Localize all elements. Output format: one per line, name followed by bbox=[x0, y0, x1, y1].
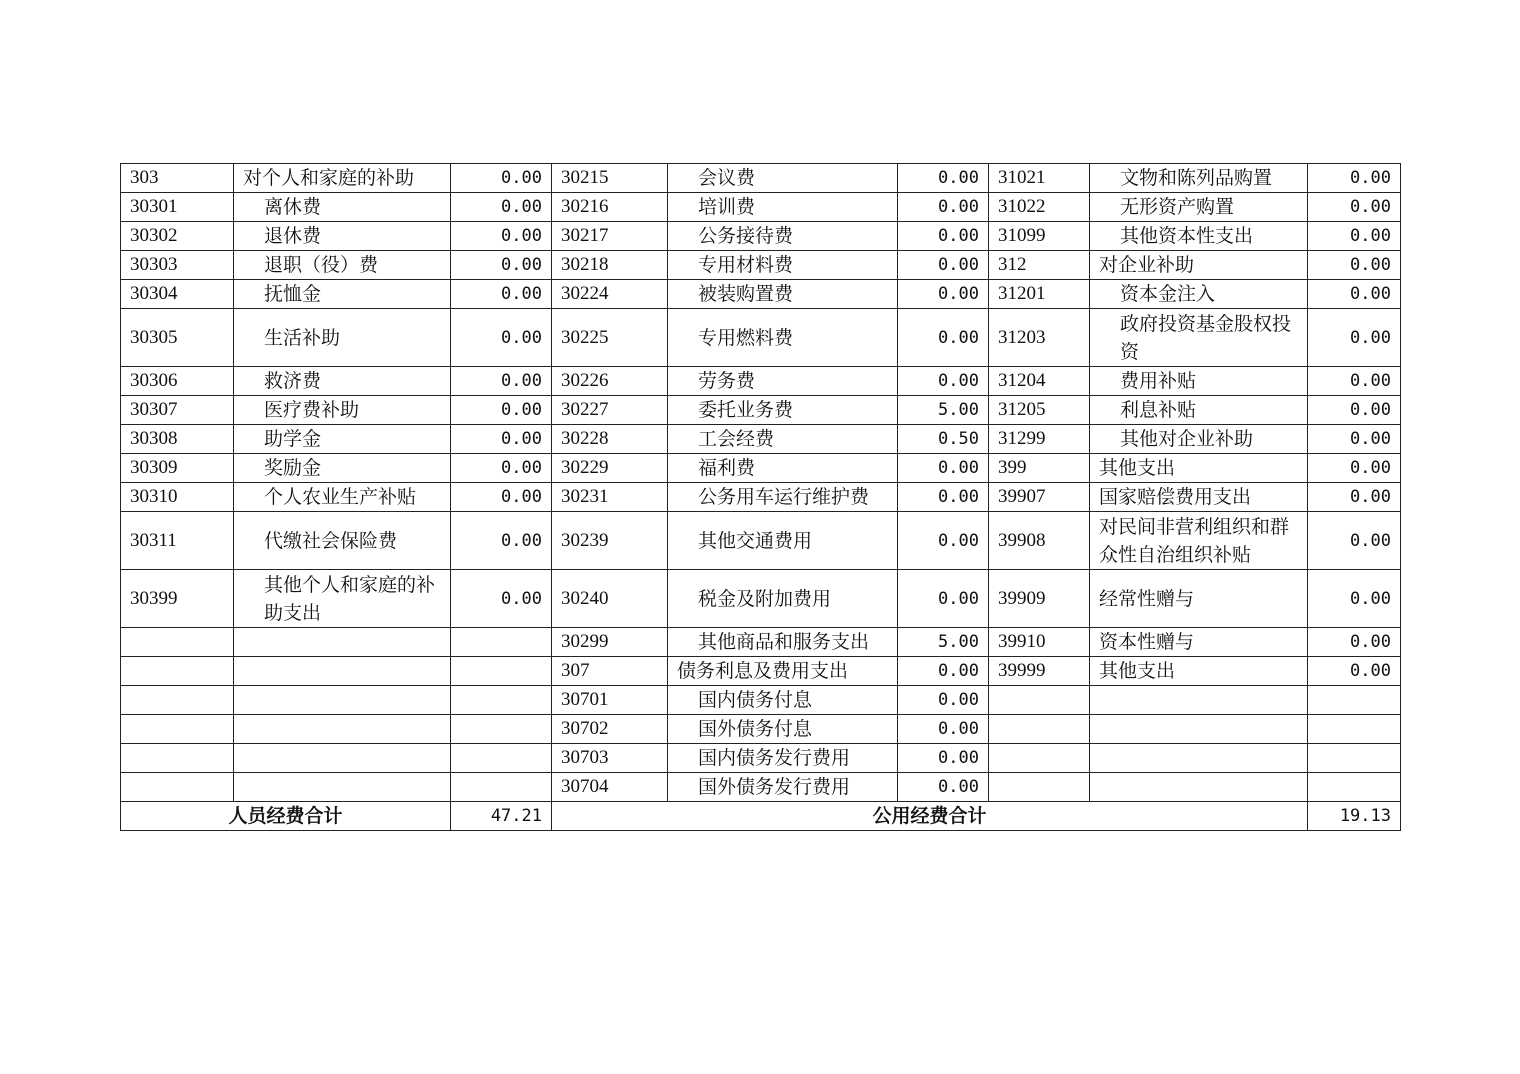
table-row bbox=[121, 657, 1401, 686]
value-cell bbox=[1308, 744, 1401, 773]
code-cell bbox=[989, 744, 1090, 773]
code-cell bbox=[121, 657, 234, 686]
table-body bbox=[121, 164, 1401, 802]
public-total-value: 19.13 bbox=[1308, 802, 1401, 831]
name-cell: 救济费 bbox=[234, 367, 451, 396]
name-cell: 被装购置费 bbox=[668, 280, 898, 309]
code-cell: 30226 bbox=[552, 367, 668, 396]
table-row bbox=[121, 222, 1401, 251]
name-cell: 工会经费 bbox=[668, 425, 898, 454]
code-cell: 30228 bbox=[552, 425, 668, 454]
name-cell: 劳务费 bbox=[668, 367, 898, 396]
value-cell: 5.00 bbox=[898, 396, 989, 425]
table-row bbox=[121, 396, 1401, 425]
code-cell: 30702 bbox=[552, 715, 668, 744]
name-cell: 其他交通费用 bbox=[668, 512, 898, 570]
value-cell bbox=[451, 773, 552, 802]
value-cell: 0.00 bbox=[1308, 483, 1401, 512]
code-cell: 30303 bbox=[121, 251, 234, 280]
name-cell: 公务接待费 bbox=[668, 222, 898, 251]
name-cell: 抚恤金 bbox=[234, 280, 451, 309]
table-row bbox=[121, 744, 1401, 773]
code-cell bbox=[121, 686, 234, 715]
value-cell: 0.00 bbox=[451, 396, 552, 425]
name-cell: 公务用车运行维护费 bbox=[668, 483, 898, 512]
name-cell bbox=[234, 715, 451, 744]
value-cell bbox=[1308, 686, 1401, 715]
value-cell: 0.00 bbox=[451, 425, 552, 454]
table-row bbox=[121, 367, 1401, 396]
code-cell: 303 bbox=[121, 164, 234, 193]
name-cell: 专用材料费 bbox=[668, 251, 898, 280]
value-cell bbox=[451, 715, 552, 744]
code-cell: 30227 bbox=[552, 396, 668, 425]
value-cell: 0.00 bbox=[898, 657, 989, 686]
code-cell: 30231 bbox=[552, 483, 668, 512]
name-cell: 委托业务费 bbox=[668, 396, 898, 425]
code-cell bbox=[121, 628, 234, 657]
code-cell: 30239 bbox=[552, 512, 668, 570]
code-cell: 30302 bbox=[121, 222, 234, 251]
code-cell: 30305 bbox=[121, 309, 234, 367]
code-cell: 31205 bbox=[989, 396, 1090, 425]
code-cell: 30229 bbox=[552, 454, 668, 483]
value-cell: 0.00 bbox=[451, 454, 552, 483]
table-row bbox=[121, 425, 1401, 454]
code-cell: 39908 bbox=[989, 512, 1090, 570]
value-cell bbox=[451, 628, 552, 657]
value-cell: 0.00 bbox=[1308, 396, 1401, 425]
name-cell bbox=[234, 657, 451, 686]
name-cell: 政府投资基金股权投资 bbox=[1090, 309, 1308, 367]
code-cell bbox=[989, 773, 1090, 802]
name-cell: 对企业补助 bbox=[1090, 251, 1308, 280]
value-cell: 0.00 bbox=[898, 251, 989, 280]
name-cell bbox=[234, 628, 451, 657]
value-cell bbox=[1308, 715, 1401, 744]
table-row bbox=[121, 251, 1401, 280]
value-cell: 0.00 bbox=[451, 222, 552, 251]
code-cell: 30301 bbox=[121, 193, 234, 222]
name-cell: 奖励金 bbox=[234, 454, 451, 483]
code-cell: 30224 bbox=[552, 280, 668, 309]
name-cell: 文物和陈列品购置 bbox=[1090, 164, 1308, 193]
value-cell: 0.00 bbox=[1308, 251, 1401, 280]
table-row bbox=[121, 309, 1401, 367]
code-cell: 30299 bbox=[552, 628, 668, 657]
code-cell: 30308 bbox=[121, 425, 234, 454]
name-cell: 助学金 bbox=[234, 425, 451, 454]
name-cell: 代缴社会保险费 bbox=[234, 512, 451, 570]
name-cell: 对个人和家庭的补助 bbox=[234, 164, 451, 193]
name-cell bbox=[1090, 715, 1308, 744]
code-cell: 30218 bbox=[552, 251, 668, 280]
value-cell: 0.00 bbox=[451, 367, 552, 396]
value-cell: 0.00 bbox=[898, 309, 989, 367]
code-cell: 30304 bbox=[121, 280, 234, 309]
value-cell: 0.00 bbox=[898, 744, 989, 773]
value-cell: 0.00 bbox=[898, 715, 989, 744]
name-cell: 利息补贴 bbox=[1090, 396, 1308, 425]
value-cell bbox=[451, 657, 552, 686]
value-cell: 0.00 bbox=[1308, 570, 1401, 628]
name-cell: 退职（役）费 bbox=[234, 251, 451, 280]
name-cell: 税金及附加费用 bbox=[668, 570, 898, 628]
name-cell: 生活补助 bbox=[234, 309, 451, 367]
code-cell: 30307 bbox=[121, 396, 234, 425]
name-cell: 专用燃料费 bbox=[668, 309, 898, 367]
name-cell: 其他对企业补助 bbox=[1090, 425, 1308, 454]
code-cell: 307 bbox=[552, 657, 668, 686]
name-cell bbox=[1090, 773, 1308, 802]
table-row bbox=[121, 164, 1401, 193]
code-cell: 39909 bbox=[989, 570, 1090, 628]
value-cell: 0.00 bbox=[1308, 309, 1401, 367]
name-cell: 医疗费补助 bbox=[234, 396, 451, 425]
code-cell: 30704 bbox=[552, 773, 668, 802]
name-cell: 国外债务付息 bbox=[668, 715, 898, 744]
value-cell bbox=[1308, 773, 1401, 802]
value-cell: 0.00 bbox=[898, 454, 989, 483]
name-cell: 其他个人和家庭的补助支出 bbox=[234, 570, 451, 628]
value-cell: 0.00 bbox=[451, 309, 552, 367]
name-cell bbox=[234, 686, 451, 715]
name-cell: 其他支出 bbox=[1090, 657, 1308, 686]
code-cell: 30306 bbox=[121, 367, 234, 396]
code-cell bbox=[121, 744, 234, 773]
name-cell: 资本性赠与 bbox=[1090, 628, 1308, 657]
code-cell: 30217 bbox=[552, 222, 668, 251]
value-cell: 0.00 bbox=[1308, 512, 1401, 570]
code-cell: 31299 bbox=[989, 425, 1090, 454]
table-row bbox=[121, 193, 1401, 222]
code-cell: 30225 bbox=[552, 309, 668, 367]
code-cell: 31204 bbox=[989, 367, 1090, 396]
value-cell bbox=[451, 686, 552, 715]
code-cell: 31203 bbox=[989, 309, 1090, 367]
code-cell: 39907 bbox=[989, 483, 1090, 512]
value-cell: 0.00 bbox=[898, 280, 989, 309]
name-cell: 会议费 bbox=[668, 164, 898, 193]
value-cell bbox=[451, 744, 552, 773]
value-cell: 0.00 bbox=[898, 222, 989, 251]
table-row bbox=[121, 628, 1401, 657]
name-cell: 退休费 bbox=[234, 222, 451, 251]
value-cell: 0.00 bbox=[451, 164, 552, 193]
code-cell: 30216 bbox=[552, 193, 668, 222]
code-cell bbox=[121, 773, 234, 802]
code-cell: 30310 bbox=[121, 483, 234, 512]
code-cell: 30311 bbox=[121, 512, 234, 570]
code-cell: 30701 bbox=[552, 686, 668, 715]
name-cell bbox=[234, 744, 451, 773]
table-row bbox=[121, 570, 1401, 628]
code-cell: 399 bbox=[989, 454, 1090, 483]
value-cell: 0.00 bbox=[451, 570, 552, 628]
table-row bbox=[121, 454, 1401, 483]
table-row bbox=[121, 512, 1401, 570]
code-cell: 39910 bbox=[989, 628, 1090, 657]
value-cell: 0.00 bbox=[1308, 367, 1401, 396]
table-row bbox=[121, 280, 1401, 309]
value-cell: 0.00 bbox=[451, 483, 552, 512]
code-cell: 31021 bbox=[989, 164, 1090, 193]
value-cell: 0.00 bbox=[898, 512, 989, 570]
value-cell: 0.00 bbox=[898, 193, 989, 222]
name-cell: 其他商品和服务支出 bbox=[668, 628, 898, 657]
name-cell: 福利费 bbox=[668, 454, 898, 483]
code-cell: 31201 bbox=[989, 280, 1090, 309]
code-cell bbox=[989, 686, 1090, 715]
name-cell: 对民间非营利组织和群众性自治组织补贴 bbox=[1090, 512, 1308, 570]
name-cell: 国外债务发行费用 bbox=[668, 773, 898, 802]
name-cell: 资本金注入 bbox=[1090, 280, 1308, 309]
value-cell: 0.00 bbox=[898, 483, 989, 512]
name-cell: 其他资本性支出 bbox=[1090, 222, 1308, 251]
value-cell: 0.00 bbox=[898, 773, 989, 802]
table-row bbox=[121, 715, 1401, 744]
personnel-total-label: 人员经费合计 bbox=[121, 802, 451, 831]
value-cell: 0.00 bbox=[1308, 164, 1401, 193]
name-cell: 培训费 bbox=[668, 193, 898, 222]
value-cell: 0.00 bbox=[898, 367, 989, 396]
value-cell: 0.00 bbox=[1308, 280, 1401, 309]
value-cell: 0.00 bbox=[1308, 425, 1401, 454]
expenditure-table bbox=[120, 163, 1401, 831]
name-cell: 国内债务发行费用 bbox=[668, 744, 898, 773]
name-cell: 个人农业生产补贴 bbox=[234, 483, 451, 512]
code-cell: 31099 bbox=[989, 222, 1090, 251]
code-cell: 39999 bbox=[989, 657, 1090, 686]
value-cell: 0.00 bbox=[1308, 222, 1401, 251]
code-cell: 30309 bbox=[121, 454, 234, 483]
name-cell: 费用补贴 bbox=[1090, 367, 1308, 396]
name-cell bbox=[234, 773, 451, 802]
value-cell: 0.00 bbox=[451, 512, 552, 570]
code-cell: 30240 bbox=[552, 570, 668, 628]
table-row bbox=[121, 686, 1401, 715]
value-cell: 0.00 bbox=[451, 251, 552, 280]
table-row bbox=[121, 773, 1401, 802]
code-cell: 30703 bbox=[552, 744, 668, 773]
name-cell: 经常性赠与 bbox=[1090, 570, 1308, 628]
value-cell: 0.50 bbox=[898, 425, 989, 454]
value-cell: 0.00 bbox=[1308, 193, 1401, 222]
public-total-label: 公用经费合计 bbox=[552, 802, 1308, 831]
code-cell bbox=[989, 715, 1090, 744]
personnel-total-value: 47.21 bbox=[451, 802, 552, 831]
name-cell: 离休费 bbox=[234, 193, 451, 222]
name-cell: 无形资产购置 bbox=[1090, 193, 1308, 222]
value-cell: 0.00 bbox=[451, 193, 552, 222]
value-cell: 0.00 bbox=[451, 280, 552, 309]
value-cell: 0.00 bbox=[1308, 628, 1401, 657]
table-row bbox=[121, 483, 1401, 512]
code-cell: 31022 bbox=[989, 193, 1090, 222]
name-cell bbox=[1090, 744, 1308, 773]
code-cell: 30215 bbox=[552, 164, 668, 193]
value-cell: 0.00 bbox=[898, 570, 989, 628]
name-cell: 其他支出 bbox=[1090, 454, 1308, 483]
code-cell: 30399 bbox=[121, 570, 234, 628]
name-cell: 国内债务付息 bbox=[668, 686, 898, 715]
value-cell: 0.00 bbox=[1308, 454, 1401, 483]
code-cell bbox=[121, 715, 234, 744]
name-cell bbox=[1090, 686, 1308, 715]
value-cell: 0.00 bbox=[898, 164, 989, 193]
value-cell: 0.00 bbox=[898, 686, 989, 715]
totals-row bbox=[121, 802, 1401, 831]
name-cell: 债务利息及费用支出 bbox=[668, 657, 898, 686]
code-cell: 312 bbox=[989, 251, 1090, 280]
value-cell: 0.00 bbox=[1308, 657, 1401, 686]
name-cell: 国家赔偿费用支出 bbox=[1090, 483, 1308, 512]
value-cell: 5.00 bbox=[898, 628, 989, 657]
